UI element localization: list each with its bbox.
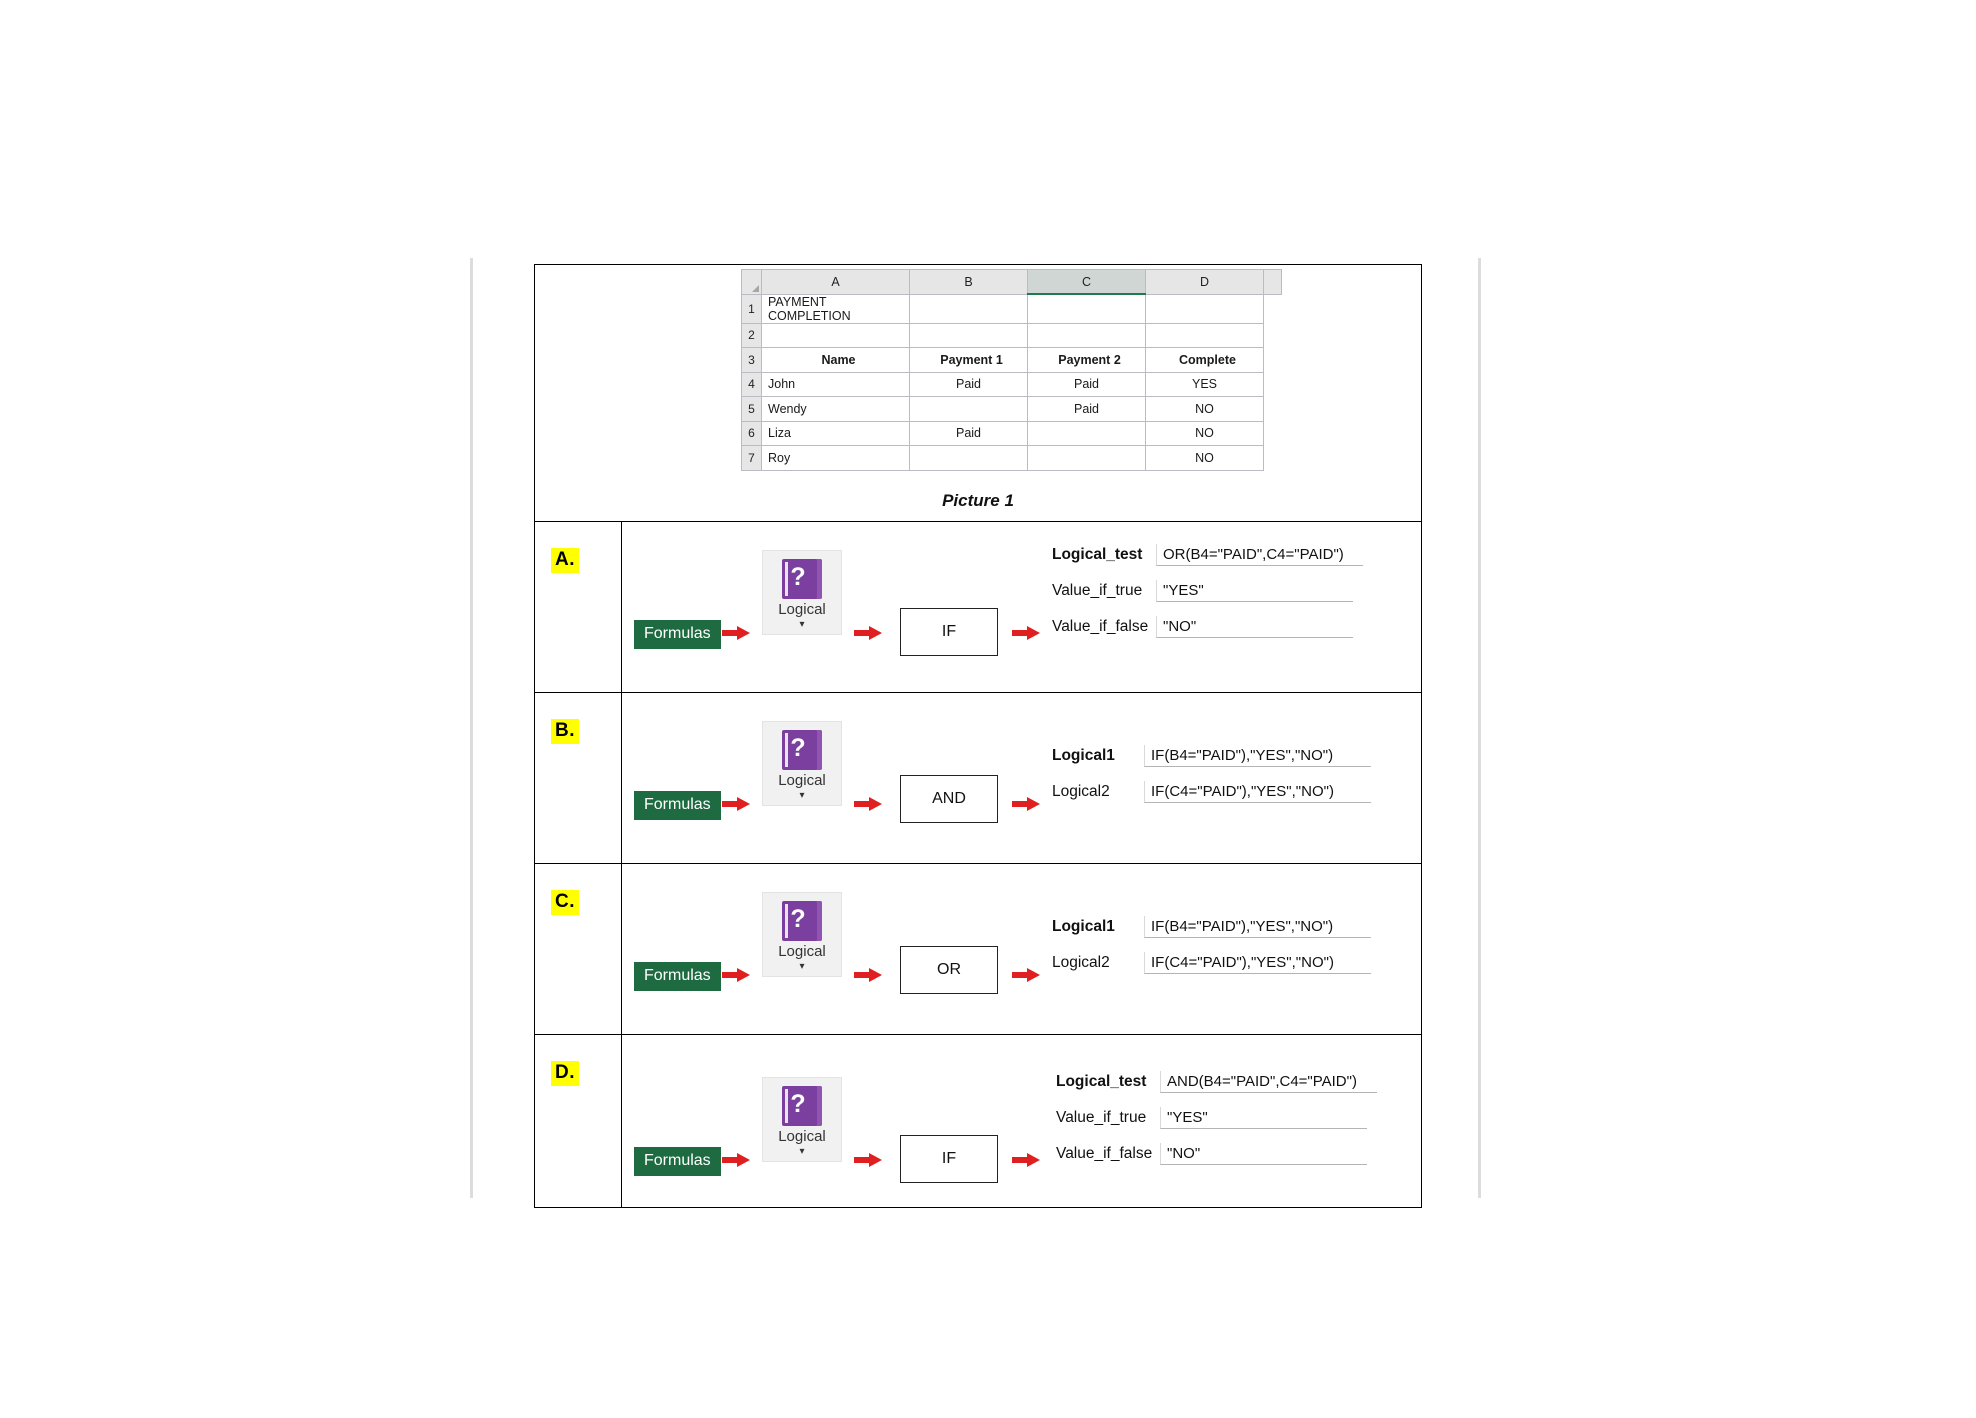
option-row-a bbox=[535, 522, 1421, 693]
arrow-icon-a1 bbox=[722, 626, 752, 640]
argument-row-a-3 bbox=[1052, 616, 1363, 638]
spreadsheet-grid bbox=[741, 269, 1282, 471]
question-document bbox=[534, 264, 1422, 1208]
cell-d5[interactable]: NO bbox=[1146, 397, 1264, 422]
cell-b5[interactable] bbox=[910, 397, 1028, 422]
arrow-icon-d3 bbox=[1012, 1153, 1042, 1167]
row-header-2[interactable]: 2 bbox=[742, 323, 762, 348]
arrow-icon-d1 bbox=[722, 1153, 752, 1167]
formulas-tab-button-d[interactable]: Formulas bbox=[634, 1147, 721, 1176]
logical-function-icon-d bbox=[782, 1086, 822, 1126]
option-a-label-cell bbox=[535, 522, 622, 692]
row-header-3[interactable]: 3 bbox=[742, 348, 762, 373]
chevron-down-icon-a[interactable]: ▾ bbox=[799, 619, 805, 630]
function-box-a[interactable]: IF bbox=[900, 608, 998, 656]
logical-label-a: Logical bbox=[778, 601, 826, 618]
cell-c6[interactable] bbox=[1028, 421, 1146, 446]
argument-field-c-1[interactable]: IF(B4="PAID"),"YES","NO") bbox=[1144, 916, 1371, 938]
cell-c4[interactable]: Paid bbox=[1028, 372, 1146, 397]
formulas-tab-button-b[interactable]: Formulas bbox=[634, 791, 721, 820]
function-box-c[interactable]: OR bbox=[900, 946, 998, 994]
cell-b6[interactable]: Paid bbox=[910, 421, 1028, 446]
option-d-body bbox=[622, 1035, 1421, 1207]
argument-field-c-2[interactable]: IF(C4="PAID"),"YES","NO") bbox=[1144, 952, 1371, 974]
option-b-body bbox=[622, 693, 1421, 863]
argument-label-d-3: Value_if_false bbox=[1056, 1145, 1153, 1162]
arrow-icon-c3 bbox=[1012, 968, 1042, 982]
argument-field-b-1[interactable]: IF(B4="PAID"),"YES","NO") bbox=[1144, 745, 1371, 767]
sheet-row-1 bbox=[742, 294, 1282, 323]
cell-e6 bbox=[1264, 421, 1282, 446]
logical-gallery-button-d[interactable] bbox=[762, 1077, 842, 1162]
cell-c3[interactable]: Payment 2 bbox=[1028, 348, 1146, 373]
argument-row-c-1 bbox=[1052, 916, 1371, 938]
row-header-4[interactable]: 4 bbox=[742, 372, 762, 397]
argument-list-d bbox=[1056, 1071, 1377, 1165]
column-header-c[interactable]: C bbox=[1028, 270, 1146, 295]
cell-d4[interactable]: YES bbox=[1146, 372, 1264, 397]
option-a-label: A. bbox=[551, 548, 579, 573]
column-header-row bbox=[742, 270, 1282, 295]
argument-field-d-1[interactable]: AND(B4="PAID",C4="PAID") bbox=[1160, 1071, 1377, 1093]
row-header-1[interactable]: 1 bbox=[742, 294, 762, 323]
option-c-body bbox=[622, 864, 1421, 1034]
logical-label-d: Logical bbox=[778, 1128, 826, 1145]
chevron-down-icon-c[interactable]: ▾ bbox=[799, 961, 805, 972]
cell-a4[interactable]: John bbox=[762, 372, 910, 397]
argument-label-a-1: Logical_test bbox=[1052, 546, 1143, 563]
argument-field-d-2[interactable]: "YES" bbox=[1160, 1107, 1367, 1129]
arrow-icon-b1 bbox=[722, 797, 752, 811]
cell-c5[interactable]: Paid bbox=[1028, 397, 1146, 422]
logical-gallery-button-c[interactable] bbox=[762, 892, 842, 977]
cell-e7 bbox=[1264, 446, 1282, 471]
option-row-c bbox=[535, 864, 1421, 1035]
argument-row-d-1 bbox=[1056, 1071, 1377, 1093]
argument-label-a-2: Value_if_true bbox=[1052, 582, 1143, 599]
chevron-down-icon-b[interactable]: ▾ bbox=[799, 790, 805, 801]
arrow-icon-c1 bbox=[722, 968, 752, 982]
row-header-7[interactable]: 7 bbox=[742, 446, 762, 471]
cell-d1[interactable] bbox=[1146, 294, 1264, 323]
option-row-b bbox=[535, 693, 1421, 864]
argument-label-b-2: Logical2 bbox=[1052, 783, 1110, 800]
option-b-label: B. bbox=[551, 719, 579, 744]
sheet-row-2 bbox=[742, 323, 1282, 348]
cell-b3[interactable]: Payment 1 bbox=[910, 348, 1028, 373]
page-edge-left bbox=[470, 258, 473, 1198]
option-row-d bbox=[535, 1035, 1421, 1207]
argument-label-a-3: Value_if_false bbox=[1052, 618, 1149, 635]
cell-b4[interactable]: Paid bbox=[910, 372, 1028, 397]
cell-e5 bbox=[1264, 397, 1282, 422]
page-edge-right bbox=[1478, 258, 1481, 1198]
cell-e2 bbox=[1264, 323, 1282, 348]
formulas-tab-button-a[interactable]: Formulas bbox=[634, 620, 721, 649]
logical-label-c: Logical bbox=[778, 943, 826, 960]
cell-c1[interactable] bbox=[1028, 294, 1146, 323]
cell-a6[interactable]: Liza bbox=[762, 421, 910, 446]
argument-row-b-1 bbox=[1052, 745, 1371, 767]
row-header-5[interactable]: 5 bbox=[742, 397, 762, 422]
cell-a7[interactable]: Roy bbox=[762, 446, 910, 471]
arrow-icon-b3 bbox=[1012, 797, 1042, 811]
option-b-label-cell bbox=[535, 693, 622, 863]
argument-field-a-3[interactable]: "NO" bbox=[1156, 616, 1353, 638]
option-d-label: D. bbox=[551, 1061, 579, 1086]
logical-gallery-button-b[interactable] bbox=[762, 721, 842, 806]
figure-caption: Picture 1 bbox=[942, 491, 1014, 510]
sheet-row-3 bbox=[742, 348, 1282, 373]
argument-row-a-1 bbox=[1052, 544, 1363, 566]
cell-d3[interactable]: Complete bbox=[1146, 348, 1264, 373]
column-header-e[interactable] bbox=[1264, 270, 1282, 295]
cell-a2[interactable] bbox=[762, 323, 910, 348]
option-d-label-cell bbox=[535, 1035, 622, 1207]
spreadsheet-figure bbox=[535, 265, 1421, 522]
logical-label-b: Logical bbox=[778, 772, 826, 789]
sheet-row-7 bbox=[742, 446, 1282, 471]
cell-d6[interactable]: NO bbox=[1146, 421, 1264, 446]
argument-row-a-2 bbox=[1052, 580, 1363, 602]
argument-row-c-2 bbox=[1052, 952, 1371, 974]
argument-field-a-2[interactable]: "YES" bbox=[1156, 580, 1353, 602]
argument-label-b-1: Logical1 bbox=[1052, 747, 1115, 764]
cell-a5[interactable]: Wendy bbox=[762, 397, 910, 422]
logical-gallery-button-a[interactable] bbox=[762, 550, 842, 635]
arrow-icon-b2 bbox=[854, 797, 884, 811]
cell-a1[interactable]: PAYMENT COMPLETION bbox=[762, 294, 910, 323]
arrow-icon-a2 bbox=[854, 626, 884, 640]
option-c-label: C. bbox=[551, 890, 579, 915]
column-header-b[interactable]: B bbox=[910, 270, 1028, 295]
argument-row-b-2 bbox=[1052, 781, 1371, 803]
option-c-label-cell bbox=[535, 864, 622, 1034]
argument-list-a bbox=[1052, 544, 1363, 638]
cell-e4 bbox=[1264, 372, 1282, 397]
argument-label-c-2: Logical2 bbox=[1052, 954, 1110, 971]
argument-row-d-3 bbox=[1056, 1143, 1377, 1165]
cell-b1[interactable] bbox=[910, 294, 1028, 323]
cell-e1 bbox=[1264, 294, 1282, 323]
cell-c7[interactable] bbox=[1028, 446, 1146, 471]
cell-b2[interactable] bbox=[910, 323, 1028, 348]
select-all-corner[interactable] bbox=[742, 270, 762, 295]
argument-field-a-1[interactable]: OR(B4="PAID",C4="PAID") bbox=[1156, 544, 1363, 566]
cell-a3[interactable]: Name bbox=[762, 348, 910, 373]
logical-function-icon-b bbox=[782, 730, 822, 770]
argument-list-c bbox=[1052, 916, 1371, 974]
formulas-tab-button-c[interactable]: Formulas bbox=[634, 962, 721, 991]
arrow-icon-d2 bbox=[854, 1153, 884, 1167]
function-box-b[interactable]: AND bbox=[900, 775, 998, 823]
argument-field-b-2[interactable]: IF(C4="PAID"),"YES","NO") bbox=[1144, 781, 1371, 803]
function-box-d[interactable]: IF bbox=[900, 1135, 998, 1183]
arrow-icon-c2 bbox=[854, 968, 884, 982]
argument-label-d-2: Value_if_true bbox=[1056, 1109, 1147, 1126]
sheet-row-6 bbox=[742, 421, 1282, 446]
cell-e3 bbox=[1264, 348, 1282, 373]
logical-function-icon-c bbox=[782, 901, 822, 941]
option-a-body bbox=[622, 522, 1421, 692]
chevron-down-icon-d[interactable]: ▾ bbox=[799, 1146, 805, 1157]
logical-function-icon-a bbox=[782, 559, 822, 599]
argument-list-b bbox=[1052, 745, 1371, 803]
argument-label-d-1: Logical_test bbox=[1056, 1073, 1147, 1090]
cell-d2[interactable] bbox=[1146, 323, 1264, 348]
argument-row-d-2 bbox=[1056, 1107, 1377, 1129]
row-header-6[interactable]: 6 bbox=[742, 421, 762, 446]
cell-b7[interactable] bbox=[910, 446, 1028, 471]
sheet-row-4 bbox=[742, 372, 1282, 397]
sheet-row-5 bbox=[742, 397, 1282, 422]
column-header-d[interactable]: D bbox=[1146, 270, 1264, 295]
cell-d7[interactable]: NO bbox=[1146, 446, 1264, 471]
argument-label-c-1: Logical1 bbox=[1052, 918, 1115, 935]
arrow-icon-a3 bbox=[1012, 626, 1042, 640]
column-header-a[interactable]: A bbox=[762, 270, 910, 295]
argument-field-d-3[interactable]: "NO" bbox=[1160, 1143, 1367, 1165]
cell-c2[interactable] bbox=[1028, 323, 1146, 348]
